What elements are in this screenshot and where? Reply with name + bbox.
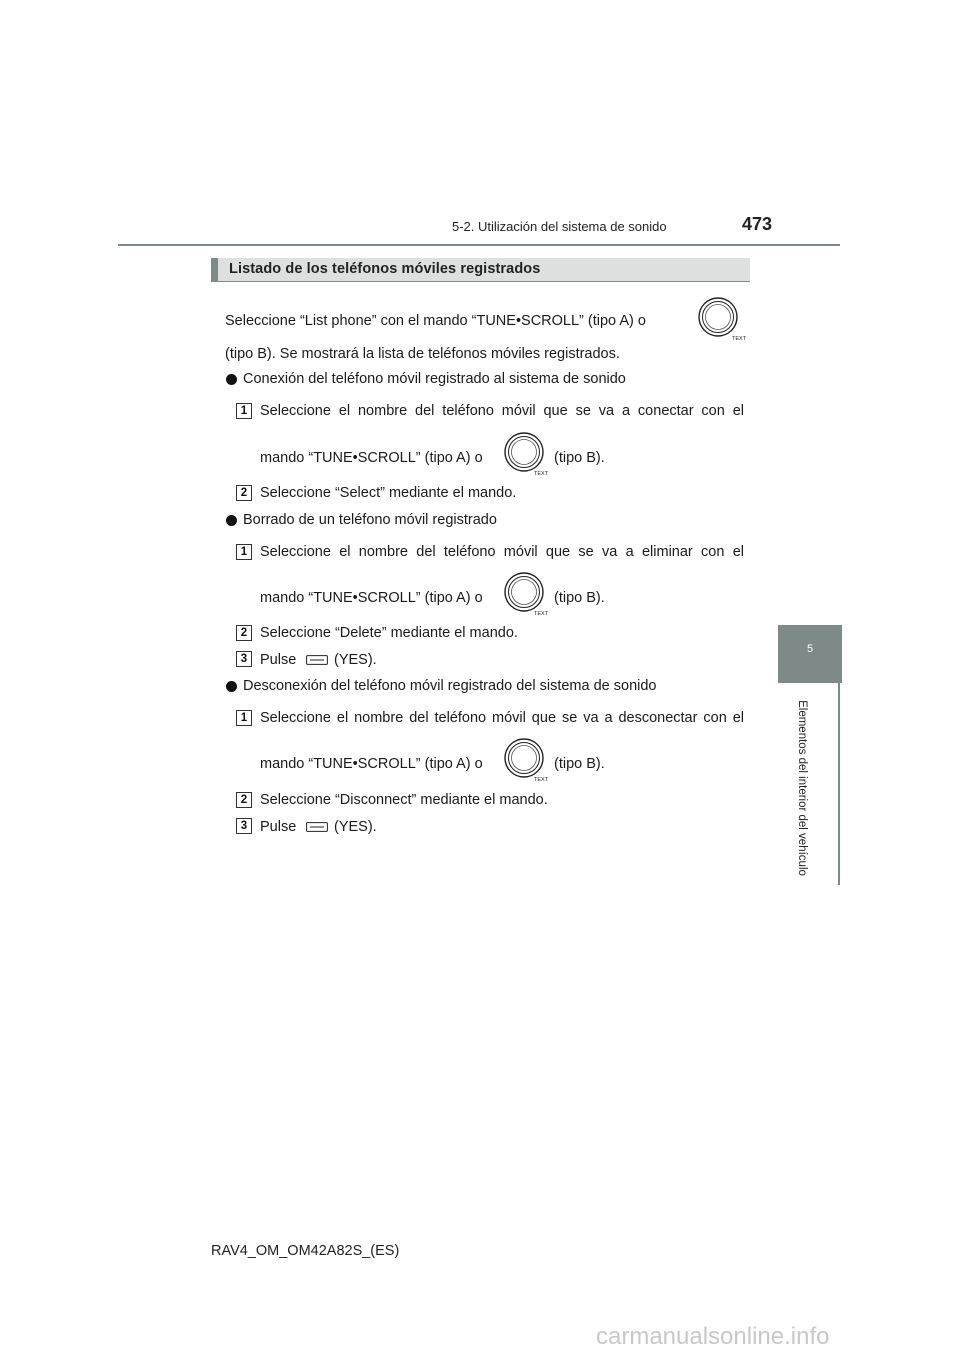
tune-knob-icon	[698, 297, 747, 342]
tune-knob-icon	[504, 738, 548, 782]
yes-button-icon	[306, 822, 328, 832]
tune-knob-icon	[504, 572, 548, 616]
chapter-tab-rule	[838, 683, 840, 885]
document-code-footer: RAV4_OM_OM42A82S_(ES)	[211, 1243, 400, 1259]
chapter-title-container	[772, 688, 832, 888]
knob-text-label: TEXT	[732, 336, 747, 342]
knob-text-label: TEXT	[534, 611, 549, 617]
block-1-step-1-line-2b: (tipo B).	[554, 450, 605, 466]
bullet-icon	[226, 681, 237, 692]
step-number-badge: 2	[236, 792, 252, 808]
knob-text-label: TEXT	[534, 471, 549, 477]
tune-knob-icon	[504, 432, 548, 476]
page-number: 473	[742, 214, 773, 234]
intro-line-1-wrap	[225, 313, 693, 329]
step-number-badge: 2	[236, 625, 252, 641]
step-number-badge: 1	[236, 544, 252, 560]
step-number-badge: 2	[236, 485, 252, 501]
block-3-step-2: Seleccione “Disconnect” mediante el mando.	[260, 792, 548, 808]
header-rule	[118, 244, 840, 246]
watermark: carmanualsonline.info	[596, 1323, 830, 1350]
intro-line-1: Seleccione “List phone” con el mando “TUNE•SCROLL” (tipo A) o	[225, 313, 646, 329]
chapter-number: 5	[806, 643, 814, 655]
intro-line-2: (tipo B). Se mostrará la lista de teléfonos móviles registrados.	[225, 346, 620, 362]
block-2-step-1-line-2a: mando “TUNE•SCROLL” (tipo A) o	[260, 590, 483, 606]
block-1-heading: Conexión del teléfono móvil registrado al sistema de sonido	[243, 371, 626, 387]
yes-button-icon	[306, 655, 328, 665]
step-number-badge: 1	[236, 710, 252, 726]
step-number-badge: 3	[236, 818, 252, 834]
bullet-icon	[226, 515, 237, 526]
knob-text-label: TEXT	[534, 777, 549, 783]
block-1-step-1-line-1: Seleccione el nombre del teléfono móvil que se va a conectar con el	[260, 403, 744, 419]
block-2-step-2: Seleccione “Delete” mediante el mando.	[260, 625, 518, 641]
bullet-icon	[226, 374, 237, 385]
block-1-step-1-line-2a: mando “TUNE•SCROLL” (tipo A) o	[260, 450, 483, 466]
chapter-tab	[778, 625, 842, 683]
section-title-bar	[211, 258, 750, 282]
block-3-step-3-pulse: Pulse	[260, 819, 297, 835]
block-2-step-1-line-1: Seleccione el nombre del teléfono móvil que se va a eliminar con el	[260, 544, 744, 560]
step-number-badge: 3	[236, 651, 252, 667]
block-2-step-1-line-2b: (tipo B).	[554, 590, 605, 606]
step-number-badge: 1	[236, 403, 252, 419]
block-3-heading: Desconexión del teléfono móvil registrado del sistema de sonido	[243, 678, 657, 694]
block-3-step-1-line-2a: mando “TUNE•SCROLL” (tipo A) o	[260, 756, 483, 772]
block-1-step-2: Seleccione “Select” mediante el mando.	[260, 485, 517, 501]
header-section-title: 5-2. Utilización del sistema de sonido	[452, 219, 667, 234]
block-3-step-1-line-1: Seleccione el nombre del teléfono móvil que se va a desconectar con el	[260, 710, 744, 726]
section-title: Listado de los teléfonos móviles registrados	[229, 261, 541, 277]
block-2-heading: Borrado de un teléfono móvil registrado	[243, 512, 497, 528]
block-2-step-3-yes: (YES).	[334, 652, 377, 668]
block-2-step-3-pulse: Pulse	[260, 652, 297, 668]
block-3-step-1-line-2b: (tipo B).	[554, 756, 605, 772]
chapter-title: Elementos del interior del vehículo	[796, 700, 808, 876]
block-3-step-3-yes: (YES).	[334, 819, 377, 835]
